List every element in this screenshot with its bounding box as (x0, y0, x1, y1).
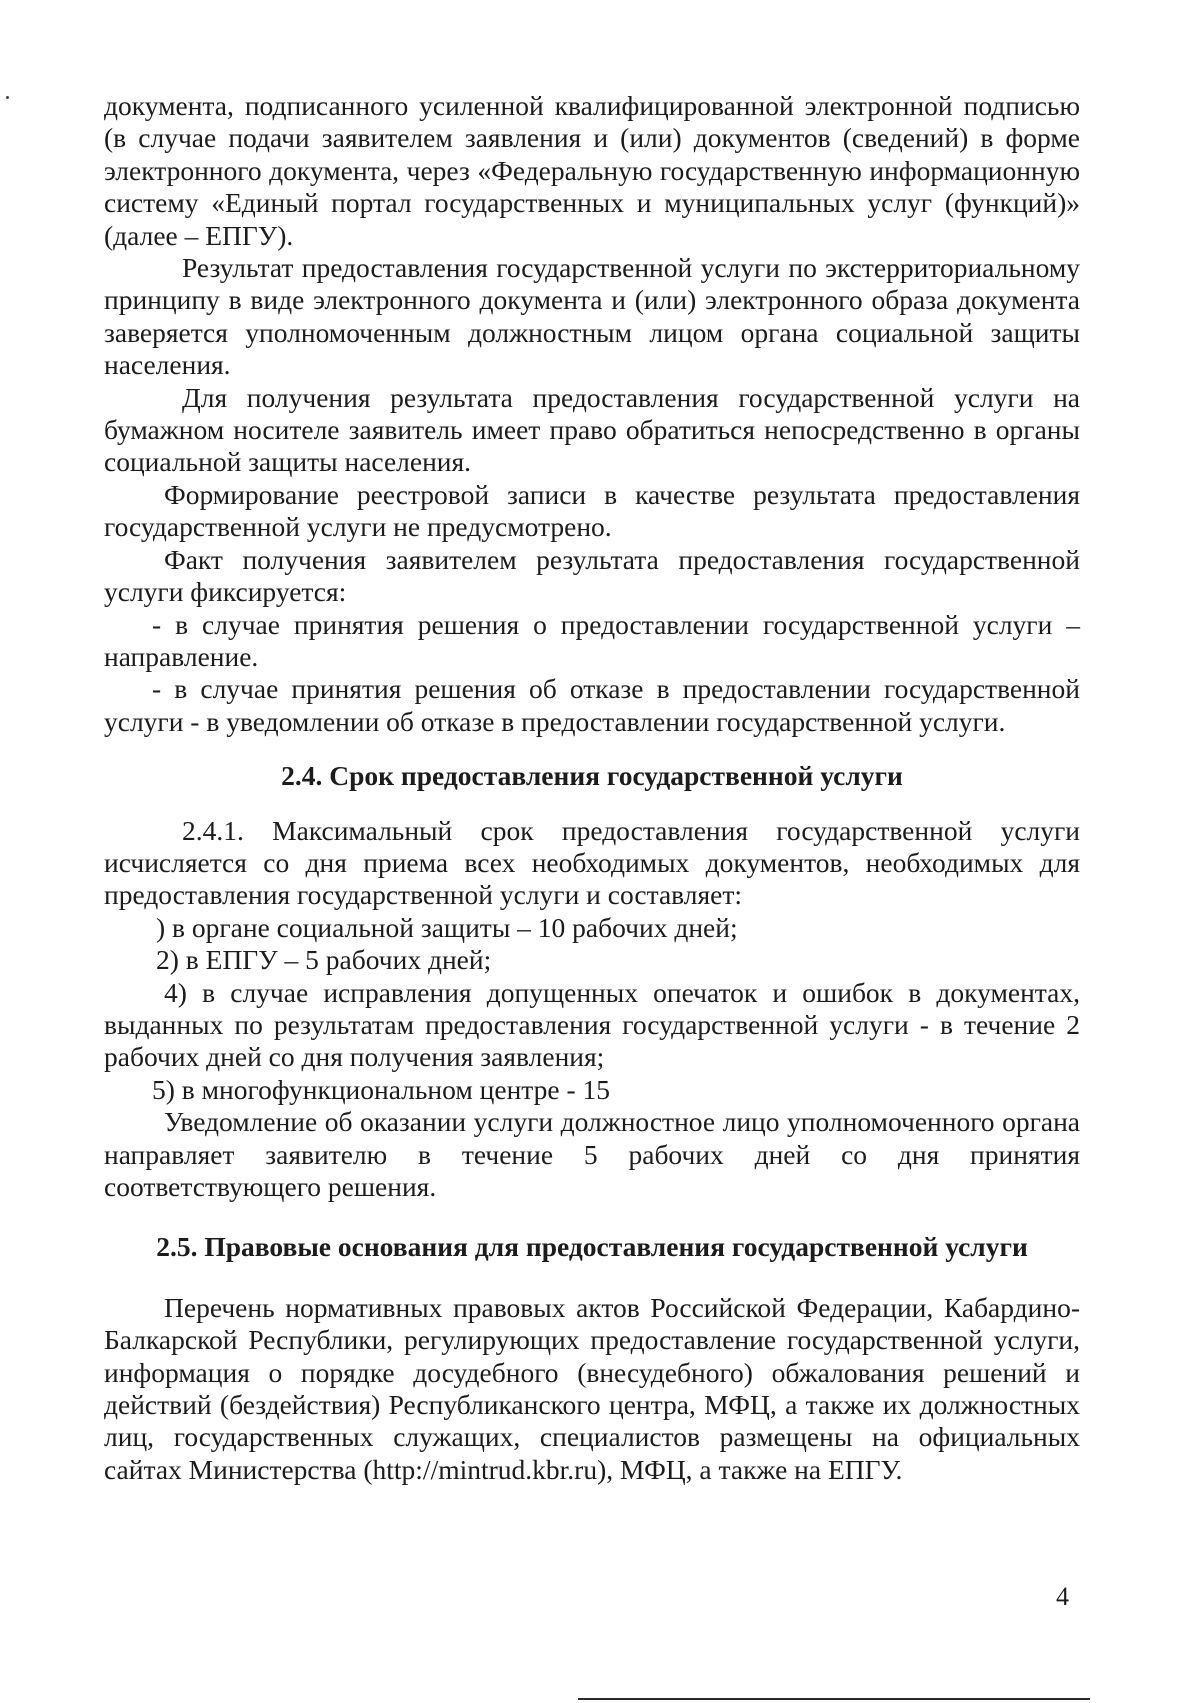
document-body (104, 90, 1080, 1486)
paragraph-fact-recorded: Факт получения заявителем результата предоставления государственной услуги фиксируется: (104, 543, 1080, 608)
paragraph-result-extraterritorial: Результат предоставления государственной услуги по экстерриториальному принципу в виде электронного документа и (или) электронного образа документа заверяется уполномоченным должностным лицом органа социальной защиты населения. (104, 252, 1080, 381)
term-item-2: 2) в ЕПГУ – 5 рабочих дней; (156, 944, 492, 976)
page-number: 4 (1056, 1582, 1069, 1611)
bottom-rule (578, 1698, 1090, 1700)
term-item-4: 4) в случае исправления допущенных опечаток и ошибок в документах, выданных по результатам предоставления государственной услуги - в течение 2 рабочих дней со дня получения заявления; (104, 976, 1080, 1073)
paragraph-legal-basis: Перечень нормативных правовых актов Российской Федерации, Кабардино-Балкарской Республики, регулирующих предоставление государственной услуги, информация о порядке досудебного (внесудебного) обжалования решений и действий (бездействия) Республиканского центра, МФЦ, а также их должностных лиц, государственных служащих, специалистов размещены на официальных сайтах Министерства (http://mintrud.kbr.ru), МФЦ, а также на ЕПГУ. (104, 1291, 1080, 1485)
paragraph-case-refused: - в случае принятия решения об отказе в предоставлении государственной услуги - в уведомлении об отказе в предоставлении государственной услуги. (104, 673, 1080, 737)
paragraph-case-granted: - в случае принятия решения о предоставлении государственной услуги – направление. (104, 608, 1080, 672)
section-2-5-heading: 2.5. Правовые основания для предоставления государственной услуги (156, 1231, 1028, 1263)
section-2-4-heading: 2.4. Срок предоставления государственной услуги (281, 760, 903, 792)
paragraph-signature: документа, подписанного усиленной квалифицированной электронной подписью (в случае подачи заявителем заявления и (или) документов (сведений) в форме электронного документа, через «Федеральную государственную информационную систему «Единый портал государственных и муниципальных услуг (функций)» (далее – ЕПГУ). (104, 90, 1080, 251)
term-item-1: ) в органе социальной защиты – 10 рабочих дней; (156, 911, 738, 943)
paragraph-2-4-1: 2.4.1. Максимальный срок предоставления государственной услуги исчисляется со дня приема всех необходимых документов, необходимых для предоставления государственной услуги и составляет: (104, 814, 1080, 911)
scan-speck (6, 96, 9, 99)
paragraph-registry-record: Формирование реестровой записи в качестве результата предоставления государственной услуги не предусмотрено. (104, 478, 1080, 543)
paragraph-paper-result: Для получения результата предоставления государственной услуги на бумажном носителе заявитель имеет право обратиться непосредственно в органы социальной защиты населения. (104, 381, 1080, 478)
paragraph-notice: Уведомление об оказании услуги должностное лицо уполномоченного органа направляет заявителю в течение 5 рабочих дней со дня принятия соответствующего решения. (104, 1106, 1080, 1202)
term-item-5: 5) в многофункциональном центре - 15 (152, 1073, 611, 1105)
